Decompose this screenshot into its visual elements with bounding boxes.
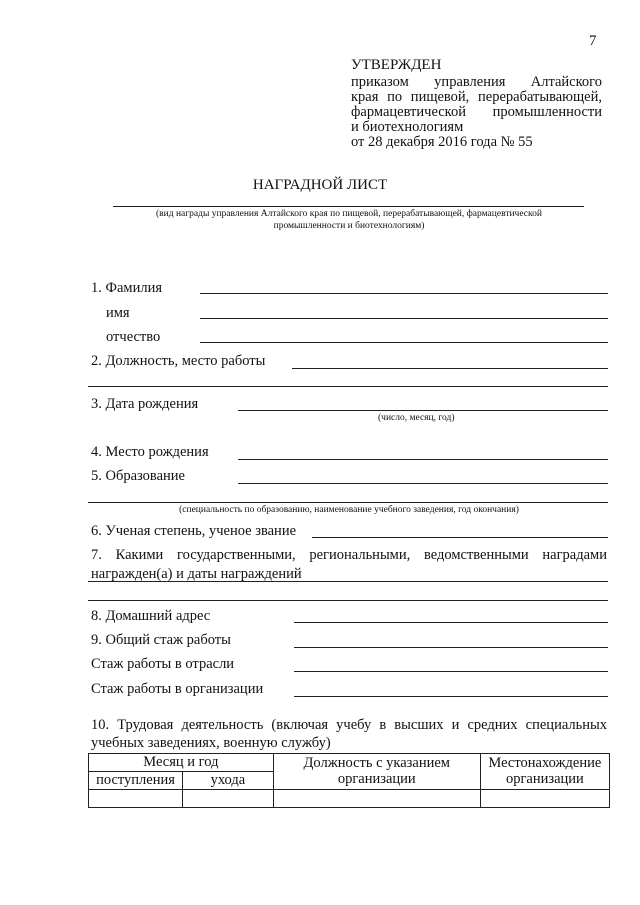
name-label: имя bbox=[106, 305, 130, 321]
birth-place-label: 4. Место рождения bbox=[91, 444, 209, 460]
position-field[interactable] bbox=[292, 368, 608, 369]
award-type-caption-2: промышленности и биотехнологиям) bbox=[273, 220, 425, 231]
address-label: 8. Домашний адрес bbox=[91, 608, 211, 624]
location-header-line-2: организации bbox=[505, 770, 584, 787]
position-label: 2. Должность, место работы bbox=[91, 353, 266, 369]
work-history-label-line-1: 10. Трудовая деятельность (включая учебу в высших и средних специальных bbox=[91, 717, 607, 733]
name-field[interactable] bbox=[200, 318, 608, 319]
award-type-caption-1: (вид награды управления Алтайского края по пищевой, перерабатывающей, фармацевтической bbox=[156, 209, 542, 219]
position-header-line-1: Должность с указанием bbox=[303, 755, 450, 772]
industry-experience-field[interactable] bbox=[294, 671, 608, 672]
address-field[interactable] bbox=[294, 622, 608, 623]
awards-field[interactable] bbox=[88, 581, 608, 582]
patronymic-field[interactable] bbox=[200, 342, 608, 343]
work-history-table bbox=[88, 753, 610, 808]
education-field-continued[interactable] bbox=[88, 502, 608, 503]
position-field-continued[interactable] bbox=[88, 386, 608, 387]
org-experience-field[interactable] bbox=[294, 696, 608, 697]
approval-date: от 28 декабря 2016 года № 55 bbox=[351, 134, 533, 150]
location-cell[interactable] bbox=[480, 790, 609, 808]
entry-header: поступления bbox=[89, 772, 183, 790]
approval-line-2: края по пищевой, перерабатывающей, bbox=[351, 89, 602, 105]
surname-label: 1. Фамилия bbox=[91, 280, 162, 296]
work-history-label-line-2: учебных заведениях, военную службу) bbox=[91, 735, 331, 751]
approval-line-1: приказом управления Алтайского bbox=[351, 74, 602, 90]
education-label: 5. Образование bbox=[91, 468, 185, 484]
birth-date-field[interactable] bbox=[238, 410, 608, 411]
birth-date-hint: (число, месяц, год) bbox=[378, 413, 455, 423]
awards-field-continued[interactable] bbox=[88, 600, 608, 601]
birth-date-label: 3. Дата рождения bbox=[91, 396, 199, 412]
page-number: 7 bbox=[589, 33, 597, 49]
entry-cell[interactable] bbox=[89, 790, 183, 808]
location-header bbox=[480, 754, 609, 790]
org-experience-label: Стаж работы в организации bbox=[91, 681, 264, 697]
total-experience-field[interactable] bbox=[294, 647, 608, 648]
leave-header: ухода bbox=[183, 772, 274, 790]
surname-field[interactable] bbox=[200, 293, 608, 294]
award-type-caption bbox=[88, 209, 610, 233]
birth-place-field[interactable] bbox=[238, 459, 608, 460]
approval-heading: УТВЕРЖДЕН bbox=[351, 57, 442, 73]
position-cell[interactable] bbox=[273, 790, 480, 808]
month-year-header: Месяц и год bbox=[89, 754, 274, 772]
leave-cell[interactable] bbox=[183, 790, 274, 808]
degree-field[interactable] bbox=[312, 537, 608, 538]
industry-experience-label: Стаж работы в отрасли bbox=[91, 656, 235, 672]
awards-label-line-1: 7. Какими государственными, региональными, ведомственными наградами bbox=[91, 547, 607, 563]
awards-label-line-2: награжден(а) и даты награждений bbox=[91, 566, 302, 582]
approval-line-4: и биотехнологиям bbox=[351, 119, 464, 135]
location-header-line-1: Местонахождение bbox=[488, 755, 602, 772]
total-experience-label: 9. Общий стаж работы bbox=[91, 632, 231, 648]
education-hint: (специальность по образованию, наименование учебного заведения, год окончания) bbox=[179, 505, 519, 515]
education-field[interactable] bbox=[238, 483, 608, 484]
position-header bbox=[273, 754, 480, 790]
position-header-line-2: организации bbox=[337, 770, 416, 787]
patronymic-label: отчество bbox=[106, 329, 161, 345]
approval-line-3: фармацевтической промышленности bbox=[351, 104, 602, 120]
table-row bbox=[89, 790, 610, 808]
award-type-line bbox=[113, 206, 584, 207]
approval-block bbox=[351, 58, 602, 150]
degree-label: 6. Ученая степень, ученое звание bbox=[91, 523, 297, 539]
page-title: НАГРАДНОЙ ЛИСТ bbox=[252, 177, 388, 193]
